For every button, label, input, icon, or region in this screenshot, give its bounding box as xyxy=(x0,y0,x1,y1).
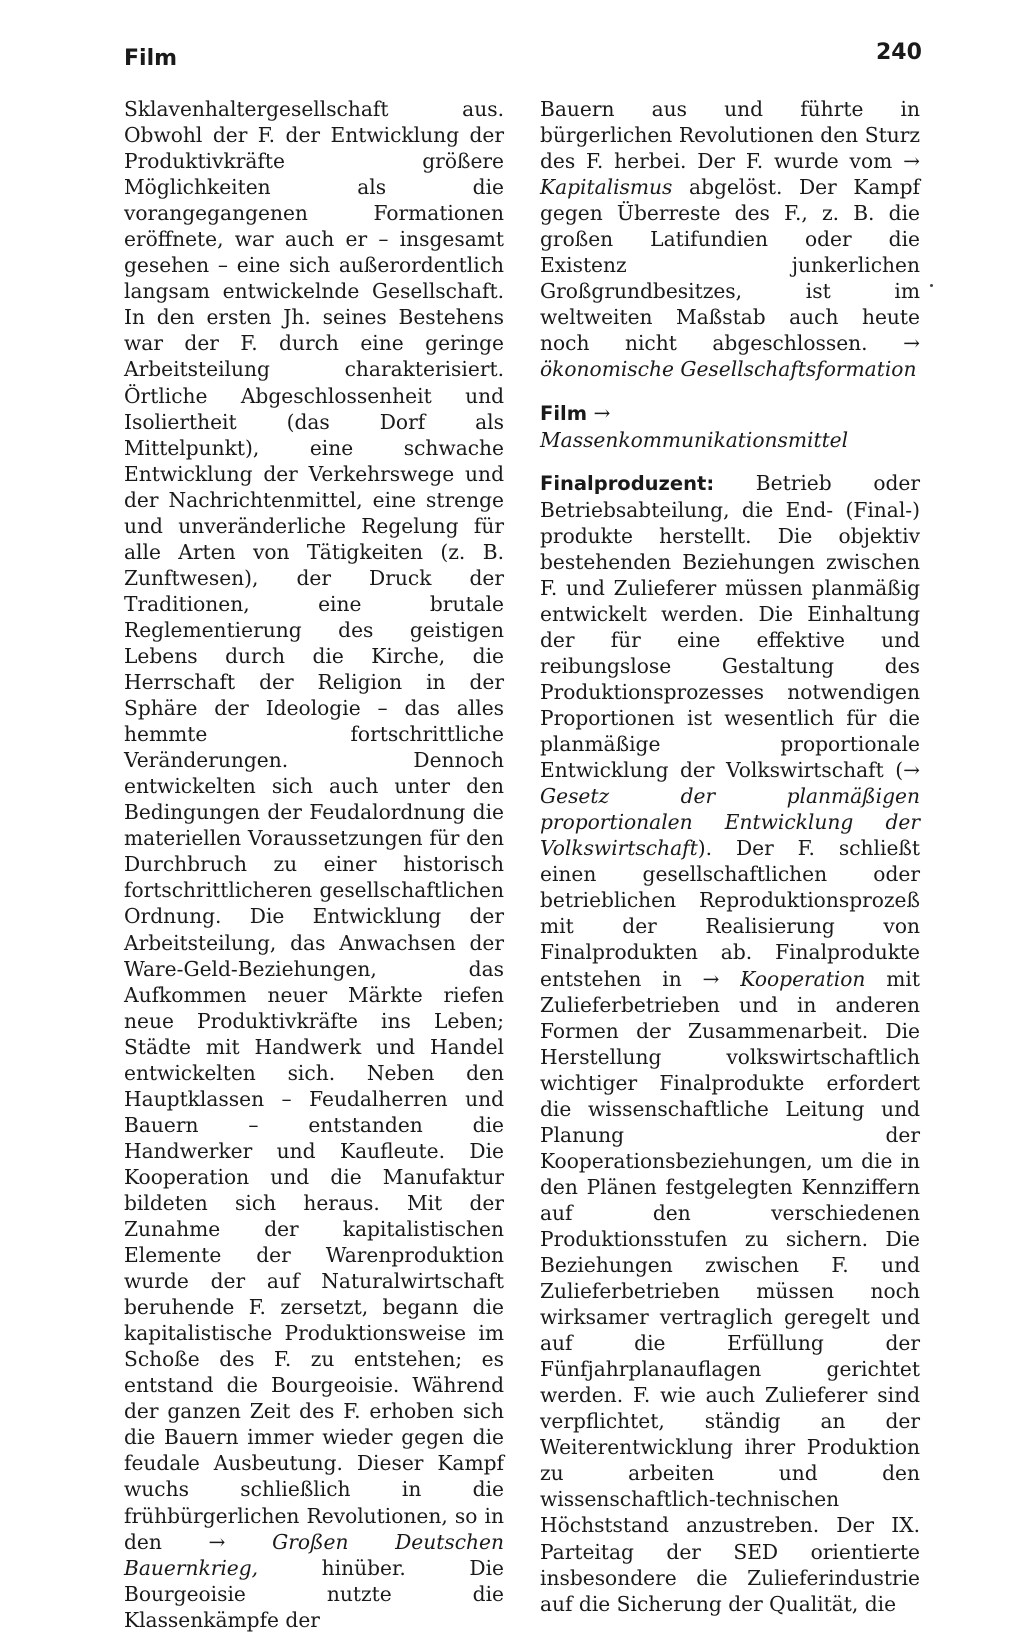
cross-reference-gesetz[interactable]: Gesetz der planmäßigen proportionalen Entwicklung der Volkswirtschaft xyxy=(540,784,920,861)
entry-feudalismus-end xyxy=(540,96,920,383)
body-text: Bauern aus und führte in bürgerlichen Revolutionen den Sturz des F. herbei. Der F. wurde vom xyxy=(540,97,920,174)
cross-reference-arrow-icon: → xyxy=(903,149,920,174)
body-text: mit Zulieferbetrieben und in anderen Formen der Zusammenarbeit. Die Herstellung volkswirtschaftlich wichtiger Finalprodukte erfordert die wissenschaftliche Leitung und Planung der Kooperationsbeziehungen, um die in den Plänen festgelegten Kennziffern auf den verschiedenen Produktionsstufen zu sichern. Die Beziehungen zwischen F. und Zulieferbetrieben müssen noch wirksamer vertraglich geregelt und auf die Erfüllung der Fünfjahrplanauflagen gerichtet werden. F. wie auch Zulieferer sind verpflichtet, ständig an der Weiterentwicklung ihrer Produktion zu arbeiten und den wissenschaftlich-technischen Höchststand anzustreben. Der IX. Parteitag der SED orientierte insbesondere die Zulieferindustrie auf die Sicherung der Qualität, die xyxy=(540,966,920,1616)
entry-film xyxy=(540,400,920,453)
running-head-keyword: Film xyxy=(124,46,178,71)
cross-reference-gesellschaftsformation[interactable]: ökonomische Gesellschaftsformation xyxy=(540,357,917,382)
body-text: hinüber. Die Bourgeoisie nutzte die Klassenkämpfe der xyxy=(124,1555,504,1632)
entry-keyword-film: Film xyxy=(540,401,588,425)
right-column xyxy=(540,96,920,1617)
cross-reference-kooperation[interactable]: Kooperation xyxy=(740,966,866,991)
entry-feudalismus-continued xyxy=(124,96,504,1633)
cross-reference-arrow-icon: → xyxy=(593,400,611,425)
cross-reference-arrow-icon: → xyxy=(702,966,720,991)
entry-finalproduzent xyxy=(540,470,920,1617)
cross-reference-kapitalismus[interactable]: Kapitalismus xyxy=(540,175,673,200)
page-number: 240 xyxy=(876,40,922,65)
body-text: ). Der F. schließt einen gesellschaftlichen oder betrieblichen Reproduktionsprozeß mit der Realisierung von Finalprodukten ab. Finalprodukte entstehen in xyxy=(540,836,920,991)
body-text: abgelöst. Der Kampf gegen Überreste des F., z. B. die großen Latifundien oder die Existenz junkerlichen Großgrundbesitzes, ist im weltweiten Maßstab auch heute noch nicht abgeschlossen. xyxy=(540,175,920,356)
cross-reference-arrow-icon: → xyxy=(903,758,920,783)
body-text: Sklavenhaltergesellschaft aus. Obwohl der F. der Entwicklung der Produktivkräfte größere Möglichkeiten als die vorangegangenen Formationen eröffnete, war auch er – insgesamt gesehen – eine sich außerordentlich langsam entwickelnde Gesellschaft. In den ersten Jh. seines Bestehens war der F. durch eine geringe Arbeitsteilung charakterisiert. Örtliche Abgeschlossenheit und Isoliertheit (das Dorf als Mittelpunkt), eine schwache Entwicklung der Verkehrswege und der Nachrichtenmittel, eine strenge und unveränderliche Regelung für alle Arten von Tätigkeiten (z. B. Zunftwesen), der Druck der Traditionen, eine brutale Reglementierung des geistigen Lebens durch die Kirche, die Herrschaft der Religion in der Sphäre der Ideologie – das alles hemmte fortschrittliche Veränderungen. Dennoch entwickelten sich auch unter den Bedingungen der Feudalordnung die materiellen Voraussetzungen für den Durchbruch zu einer historisch fortschrittlicheren gesellschaftlichen Ordnung. Die Entwicklung der Arbeitsteilung, das Anwachsen der Ware-Geld-Beziehungen, das Aufkommen neuer Märkte riefen neue Produktivkräfte ins Leben; Städte mit Handwerk und Handel entwickelten sich. Neben den Hauptklassen – Feudalherren und Bauern – entstanden die Handwerker und Kaufleute. Die Kooperation und die Manufaktur bildeten sich heraus. Mit der Zunahme der kapitalistischen Elemente der Warenproduktion wurde der auf Naturalwirtschaft beruhende F. zersetzt, begann die kapitalistische Produktionsweise im Schoße des F. zu entstehen; es entstand die Bourgeoisie. Während der ganzen Zeit des F. erhoben sich die Bauern immer wieder gegen die feudale Ausbeutung. Dieser Kampf wuchs schließlich in die frühbürgerlichen Revolutionen, so in den xyxy=(124,97,504,1554)
entry-keyword-finalproduzent: Finalproduzent: xyxy=(540,471,715,495)
cross-reference-arrow-icon: → xyxy=(208,1529,226,1554)
body-text: Betrieb oder Betriebsabteilung, die End- (Final-) produkte herstellt. Die objektiv bestehenden Beziehungen zwischen F. und Zulieferer müssen planmäßig entwickelt werden. Die Einhaltung der für eine effektive und reibungslose Gestaltung des Produktionsprozesses notwendigen Proportionen ist wesentlich für die planmäßige proportionale Entwicklung der Volkswirtschaft ( xyxy=(540,470,921,783)
margin-dot xyxy=(930,284,933,287)
left-column xyxy=(124,96,504,1633)
cross-reference-arrow-icon: → xyxy=(903,331,920,356)
cross-reference-bauernkrieg[interactable]: Großen Deutschen Bauernkrieg, xyxy=(124,1529,504,1580)
cross-reference-massenkommunikationsmittel[interactable]: Massenkommunikationsmittel xyxy=(540,427,849,452)
